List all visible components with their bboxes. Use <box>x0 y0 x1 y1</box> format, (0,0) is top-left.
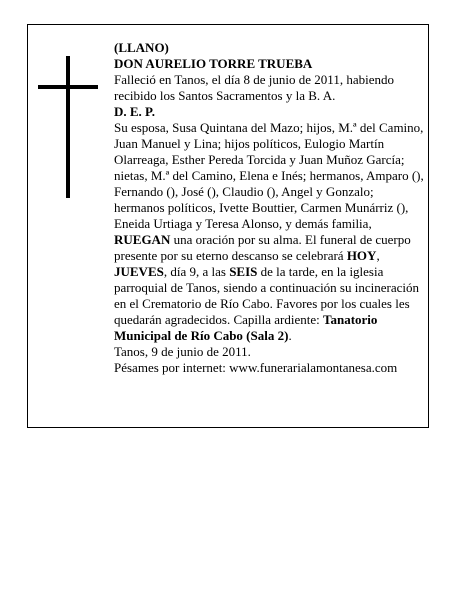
condolences-line: Pésames por internet: www.funerarialamontanesa.com <box>114 360 398 375</box>
rip-heading: D. E. P. <box>114 104 156 119</box>
death-notice: Falleció en Tanos, el día 8 de junio de 2011, habiendo recibido los Santos Sacramentos y la B. A. <box>114 72 394 103</box>
family-name: (LLANO) <box>114 40 169 55</box>
funeral-details: RUEGAN una oración por su alma. El funeral de cuerpo presente por su eterno descanso se celebrará HOY, JUEVES, día 9, a las SEIS de la tarde, en la iglesia parroquial de Tanos, siendo a continuación su incineración en el Crematorio de Río Cabo. Favores por los cuales les quedarán agradecidos. Capilla ardiente: Tanatorio Municipal de Río Cabo (Sala 2). <box>114 232 419 343</box>
jueves-label: JUEVES <box>114 264 164 279</box>
hoy-label: HOY <box>346 248 377 263</box>
chapel-location: Tanatorio Municipal de Río Cabo (Sala 2) <box>114 312 378 343</box>
cross-horizontal-bar <box>38 85 98 89</box>
seis-label: SEIS <box>229 264 258 279</box>
notice-date: Tanos, 9 de junio de 2011. <box>114 344 251 359</box>
family-members: Su esposa, Susa Quintana del Mazo; hijos, M.ª del Camino, Juan Manuel y Lina; hijos políticos, Eulogio Martín Olarreaga, Esther Pereda Torcida y Juan Muñoz García; nietas, M.ª del Camino, Elena e Inés; hermanos, Amparo (), Fernando (), José (), Claudio (), Angel y Gonzalo; hermanos políticos, Ivette Bouttier, Carmen Munárriz (), Eneida Urtiaga y Teresa Alonso, y demás familia, <box>114 120 424 231</box>
cross-vertical-bar <box>66 56 70 198</box>
ruegan-label: RUEGAN <box>114 232 171 247</box>
deceased-name: DON AURELIO TORRE TRUEBA <box>114 56 313 71</box>
obituary-text <box>114 40 426 376</box>
